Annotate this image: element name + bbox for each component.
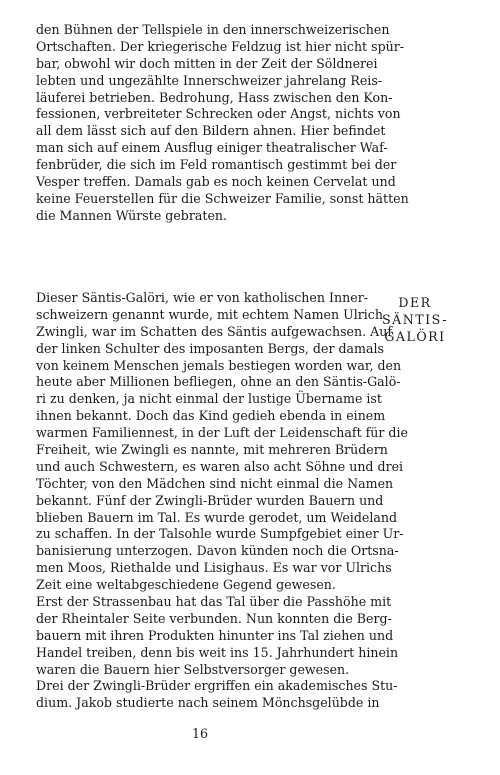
text-line: ihnen bekannt. Doch das Kind gedieh ebenda in einem	[36, 408, 386, 424]
text-line: Handel treiben, denn bis weit ins 15. Jahrhundert hinein	[36, 644, 399, 660]
text-line: Drei der Zwingli-Brüder ergriffen ein akademisches Stu-	[36, 678, 398, 694]
page-number: 16	[191, 726, 209, 741]
text-line: dium. Jakob studierte nach seinem Mönchsgelübde in	[36, 695, 380, 711]
text-line: ri zu denken, ja nicht einmal der lustige Übername ist	[36, 391, 382, 407]
text-line: den Bühnen der Tellspiele in den innerschweizerischen	[36, 22, 390, 37]
text-line: zu schaffen. In der Talsohle wurde Sumpfgebiet einer Ur-	[36, 526, 404, 542]
text-line: Ortschaften. Der kriegerische Feldzug ist hier nicht spür-	[36, 38, 405, 54]
text-line: Zwingli, war im Schatten des Säntis aufgewachsen. Auf	[36, 323, 392, 339]
text-line: heute aber Millionen befliegen, ohne an den Säntis-Galö-	[36, 374, 401, 390]
text-line: und auch Schwestern, es waren also acht Söhne und drei	[36, 458, 404, 474]
text-line: Erst der Strassenbau hat das Tal über die Passhöhe mit	[36, 594, 392, 610]
text-line: bekannt. Fünf der Zwingli-Brüder wurden Bauern und	[36, 492, 384, 508]
text-line: man sich auf einem Ausflug einiger theatralischer Waf-	[36, 140, 388, 156]
text-line: blieben Bauern im Tal. Es wurde gerodet, um Weideland	[36, 509, 398, 525]
text-line: bauern mit ihren Produkten hinunter ins Tal ziehen und	[36, 627, 394, 643]
margin-heading-line: SÄNTIS-	[382, 312, 448, 327]
text-line: bar, obwohl wir doch mitten in der Zeit der Söldnerei	[36, 55, 378, 71]
text-line: schweizern genannt wurde, mit echtem Namen Ulrich	[36, 306, 383, 322]
text-line: der linken Schulter des imposanten Bergs, der damals	[36, 340, 384, 356]
text-line: Freiheit, wie Zwingli es nannte, mit mehreren Brüdern	[36, 442, 388, 458]
text-line: fessionen, verbreiteter Schrecken oder Angst, nichts von	[36, 106, 401, 122]
text-line: die Mannen Würste gebraten.	[36, 207, 228, 223]
text-line: Vesper treffen. Damals gab es noch keinen Cervelat und	[36, 174, 396, 190]
margin-heading-line: DER	[398, 295, 432, 310]
text-line: fenbrüder, die sich im Feld romantisch gestimmt bei der	[36, 157, 397, 173]
text-line: der Rheintaler Seite verbunden. Nun konnten die Berg-	[36, 610, 392, 626]
margin-heading-line: GALÖRI	[384, 329, 446, 344]
text-line: all dem lässt sich auf den Bildern ahnen. Hier befindet	[36, 123, 386, 139]
text-line: Zeit eine weltabgeschiedene Gegend gewesen.	[36, 577, 336, 593]
text-line: men Moos, Riethalde und Lisighaus. Es war vor Ulrichs	[36, 560, 392, 576]
text-line: Töchter, von den Mädchen sind nicht einmal die Namen	[36, 475, 394, 491]
main-text	[36, 290, 408, 712]
text-line: banisierung unterzogen. Davon künden noch die Ortsna-	[36, 543, 399, 559]
top-paragraph	[36, 22, 409, 225]
text-line: waren die Bauern hier Selbstversorger gewesen.	[36, 661, 350, 677]
text-line: läuferei betrieben. Bedrohung, Hass zwischen den Kon-	[36, 89, 393, 105]
text-line: Dieser Säntis-Galöri, wie er von katholischen Inner-	[36, 290, 368, 305]
text-line: von keinem Menschen jemals bestiegen worden war, den	[36, 357, 402, 373]
text-line: keine Feuerstellen für die Schweizer Familie, sonst hätten	[36, 190, 409, 206]
text-line: warmen Familiennest, in der Luft der Leidenschaft für die	[36, 425, 408, 441]
text-line: lebten und ungezählte Innerschweizer jahrelang Reis-	[36, 72, 383, 88]
